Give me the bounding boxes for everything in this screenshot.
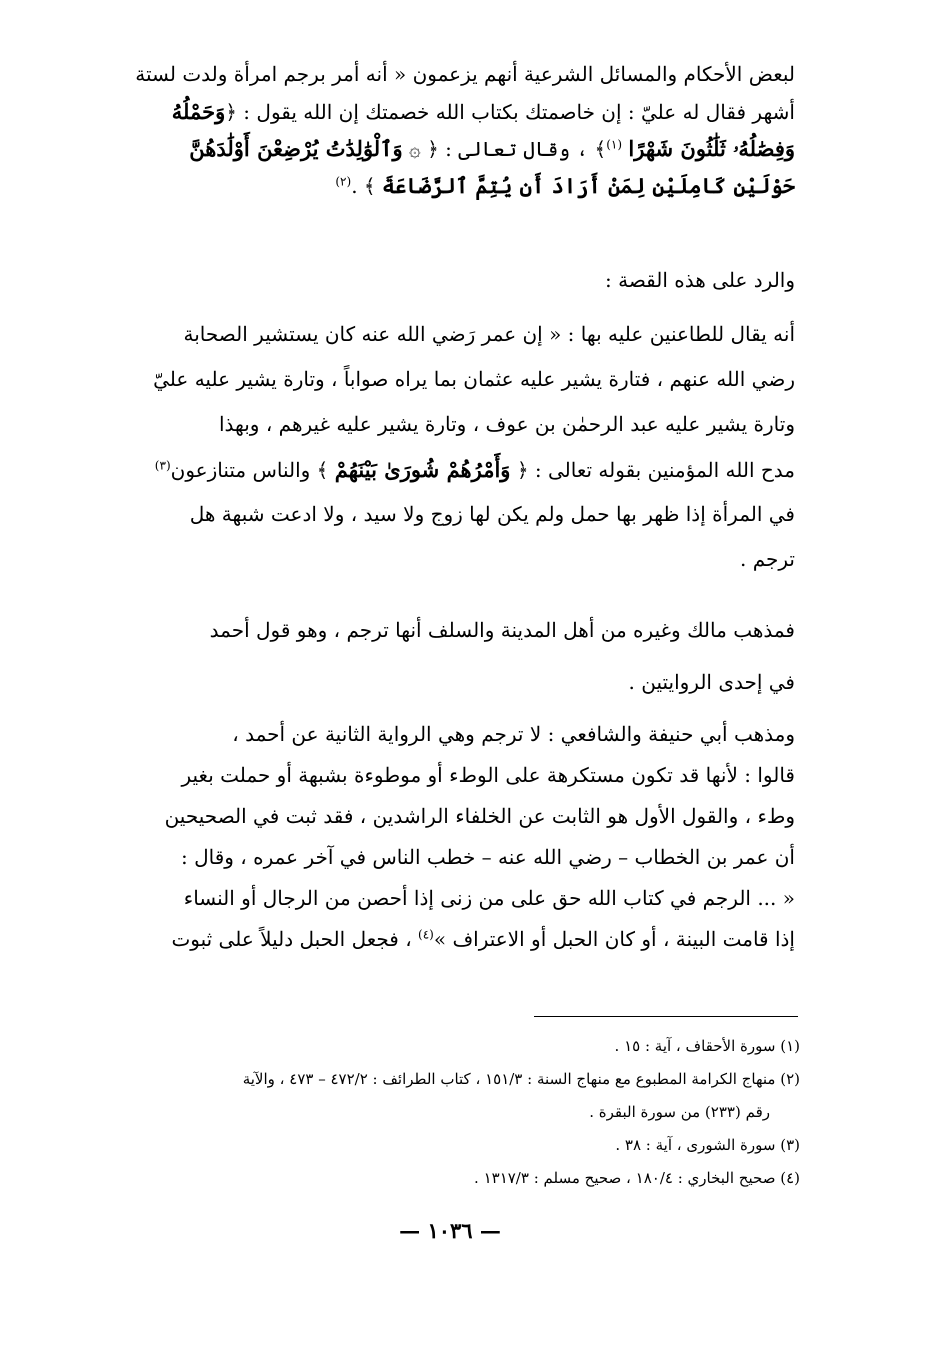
paragraph-1	[100, 56, 795, 204]
paragraph-4-line-1: فمذهب مالك وغيره من أهل المدينة والسلف أنها ترجم ، وهو قول أحمد	[209, 618, 795, 642]
paragraph-3-line-3: وتارة يشير عليه عبد الرحمٰن بن عوف ، وتارة يشير عليه غيرهم ، وبهذا	[218, 412, 795, 436]
quran-verse-baqarah-end: حَوْلَيْنِ كَامِلَيْنِ لِمَنْ أَرَادَ أَن يُتِمَّ ٱلرَّضَاعَةَ	[381, 173, 795, 198]
footnote-1	[100, 1030, 800, 1063]
paragraph-3-line-4	[100, 447, 795, 492]
paragraph-3-line-4-close: ﴾ والناس متنازعون	[170, 458, 329, 482]
paragraph-2	[100, 260, 795, 300]
paragraph-5-line-6-text: إذا قامت البينة ، أو كان الحبل أو الاعتراف »	[433, 927, 795, 951]
quran-verse-ahqaf-end: وَفِصَٰلُهُۥ ثَلَٰثُونَ شَهْرًا	[628, 136, 795, 161]
paragraph-5-line-4: أن عمر بن الخطاب – رضي الله عنه – خطب الناس في آخر عمره ، وقال :	[180, 845, 795, 869]
paragraph-2-text: والرد على هذه القصة :	[605, 268, 795, 292]
quran-verse-ahqaf-start: وَحَمْلُهُ	[171, 99, 226, 124]
paragraph-1-line-2-text: أشهر فقال له عليّ : إن خاصمتك بكتاب الله خصمتك إن الله يقول : ﴿	[225, 100, 795, 124]
paragraph-3-line-2: رضي الله عنهم ، فتارة يشير عليه عثمان بما يراه صواباً ، وتارة يشير عليه عليّ	[153, 367, 795, 391]
paragraph-3-line-4-text: مدح الله المؤمنين بقوله تعالى : ﴿	[516, 458, 795, 482]
footnote-2-continuation: رقم (٢٣٣) من سورة البقرة .	[589, 1103, 770, 1121]
paragraph-3	[100, 312, 795, 582]
paragraph-5	[100, 714, 795, 960]
paragraph-3-line-5: في المرأة إذا ظهر بها حمل ولم يكن لها زوج ولا سيد ، ولا ادعت شبهة هل	[189, 502, 795, 526]
footnotes	[100, 1030, 800, 1195]
footnote-3-text: سورة الشورى ، آية : ٣٨ .	[615, 1136, 776, 1154]
paragraph-1-line-4	[100, 167, 795, 204]
paragraph-1-line-4-close: ﴾ .	[351, 174, 376, 198]
footnote-4-number: (٤)	[780, 1169, 800, 1187]
footnote-1-text: سورة الأحقاف ، آية : ١٥ .	[614, 1037, 776, 1055]
paragraph-3-line-1: أنه يقال للطاعنين عليه بها : « إن عمر رَضي الله عنه كان يستشير الصحابة	[183, 322, 795, 346]
paragraph-1-line-1: لبعض الأحكام والمسائل الشرعية أنهم يزعمون « أنه أمر برجم امرأة ولدت لستة	[135, 62, 795, 86]
paragraph-5-line-2: قالوا : لأنها قد تكون مستكرهة على الوطء أو موطوءة بشبهة أو حملت بغير	[181, 763, 795, 787]
footnote-ref-3: (٣)	[154, 458, 171, 473]
footnote-ref-4: (٤)	[418, 927, 434, 942]
footnote-ref-1-number: (١)	[606, 137, 623, 152]
page-number: — ١٠٣٦ —	[399, 1218, 501, 1243]
paragraph-1-line-2	[100, 93, 795, 130]
footnote-4-text: صحيح البخاري : ١٨٠/٤ ، صحيح مسلم : ١٣١٧/٣ .	[474, 1169, 776, 1187]
footnote-separator	[534, 1016, 798, 1017]
footnote-4	[100, 1162, 800, 1195]
quran-verse-baqarah-start: وَٱلْوَٰلِدَٰتُ يُرْضِعْنَ أَوْلَٰدَهُنَّ	[189, 136, 403, 161]
footnote-2-text: منهاج الكرامة المطبوع مع منهاج السنة : ١٥١/٣ ، كتاب الطرائف : ٤٧٢/٢ – ٤٧٣ ، والآية	[242, 1070, 776, 1088]
footnote-2	[100, 1063, 800, 1129]
paragraph-5-line-6	[100, 919, 795, 960]
footnote-3-number: (٣)	[780, 1136, 800, 1154]
paragraph-5-line-5: « ... الرجم في كتاب الله حق على من زنى إذا أحصن من الرجال أو النساء	[183, 886, 795, 910]
paragraph-5-line-1: ومذهب أبي حنيفة والشافعي : لا ترجم وهي الرواية الثانية عن أحمد ،	[232, 722, 795, 746]
quran-verse-shura: وَأَمْرُهُمْ شُورَىٰ بَيْنَهُمْ	[334, 457, 511, 482]
paragraph-1-line-3-text: ﴾ ، وقال تعالى : ﴿ ۞	[409, 137, 607, 161]
footnote-1-number: (١)	[780, 1037, 800, 1055]
paragraph-4-line-2: في إحدى الروايتين .	[628, 670, 795, 694]
paragraph-3-line-6: ترجم .	[740, 547, 795, 571]
footnote-3	[100, 1129, 800, 1162]
paragraph-5-line-3: وطء ، والقول الأول هو الثابت عن الخلفاء الراشدين ، فقد ثبت في الصحيحين	[164, 804, 795, 828]
paragraph-5-line-6-end: ، فجعل الحبل دليلاً على ثبوت	[171, 927, 412, 951]
paragraph-4	[100, 604, 795, 708]
footnote-2-number: (٢)	[780, 1070, 800, 1088]
paragraph-1-line-3	[100, 130, 795, 167]
footnote-ref-1	[606, 137, 622, 161]
footnote-ref-2: (٢)	[335, 174, 352, 189]
